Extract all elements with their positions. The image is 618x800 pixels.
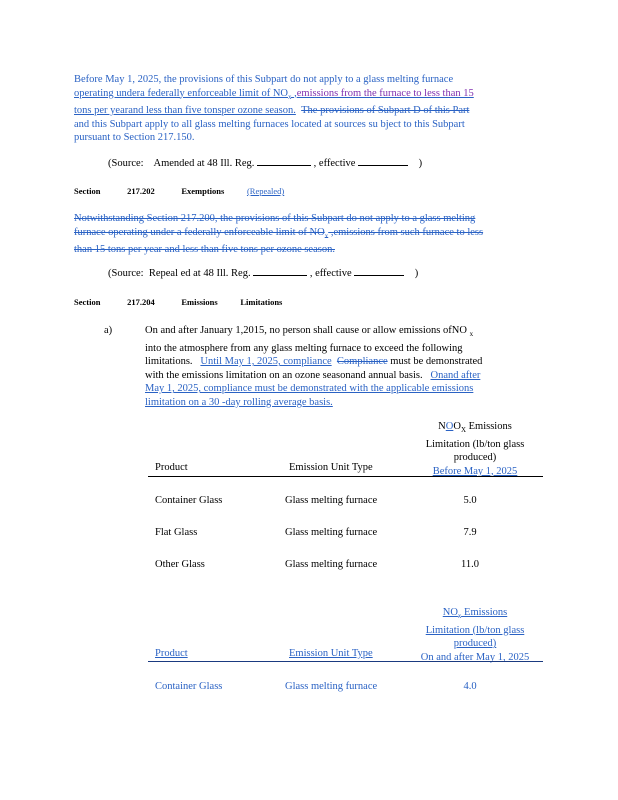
source-effective-label: , effective	[309, 268, 352, 279]
subpart-applicability-paragraph: Before May 1, 2025, the provisions of this Subpart do not apply to a glass melting furnace operating undera federally enforceable limit of $NO_x$ ,emissions from the furnace to less than 15 tons per yearand less than five tonsper ozone season. The provisions of Subpart D of this Part and this Subpart apply to all glass melting furnaces located at sources su bject to this Subpart pursuant to Section 217.150.	[74, 74, 474, 144]
table1-header-limitation: Limitation (lb/ton glass	[425, 438, 525, 450]
item-a-line6: limitation on a 30 -day rolling average basis.	[145, 396, 333, 408]
section-number: 217.204	[127, 297, 155, 307]
table1-col-product: Product	[155, 462, 188, 473]
para1-line2: operating undera federally enforceable limit of NO	[74, 87, 288, 99]
table2-header-rule	[148, 661, 543, 662]
section-217-204-heading	[74, 296, 282, 310]
item-a-line4: with the emissions limitation on an ozone seasonand annual basis.	[145, 369, 423, 381]
table2-col-product: Product	[155, 648, 188, 659]
para2-nox-subscript: x	[324, 231, 329, 240]
table1-row-unit: Glass melting furnace	[285, 495, 378, 506]
source-repealed-line	[108, 267, 418, 281]
table1-row-product: Container Glass	[155, 495, 223, 506]
item-a-line3: limitations.	[145, 356, 193, 368]
item-a-line3-tail: must be demonstrated	[390, 356, 483, 368]
table2-row-value: 4.0	[463, 681, 477, 692]
source-label: (Source:	[108, 158, 144, 169]
exemptions-deleted-paragraph: Notwithstanding Section 217.200, the provisions of this Subpart do not apply to a glass melting furnace operating under a federally enforceable limit of $NO_x$ ,emissions from such furnace to less than 15 tons per year and less than five tons per ozone season.	[74, 213, 484, 256]
repealed-marker: (Repealed)	[246, 186, 285, 196]
table2-col-unit-type: Emission Unit Type	[289, 648, 373, 659]
table1-nox-header	[405, 420, 545, 478]
nox-emissions-word: Emissions	[466, 421, 512, 432]
source-amended-line	[108, 157, 422, 171]
table2-header-after-date: On and after May 1, 2025	[420, 651, 530, 663]
para1-nox-subscript: x	[288, 92, 292, 101]
para2-line2-tail: emissions from such furnace to less	[333, 226, 484, 238]
nox-n: N	[438, 421, 446, 432]
nox-o-added: O	[445, 421, 454, 432]
para1-line5: pursuant to Section 217.150.	[74, 132, 195, 144]
para2-line1: Notwithstanding Section 217.200, the provisions of this Subpart do not apply to a glass melting	[74, 213, 476, 224]
para1-line2-tail: emissions from the furnace to less than 15	[296, 87, 474, 99]
item-a-line3-deleted: Compliance	[336, 356, 388, 368]
table2-header-limitation: Limitation (lb/ton glass	[425, 624, 525, 636]
section-label: Section	[74, 186, 101, 196]
table1-header-produced: produced)	[453, 452, 497, 464]
section-number: 217.202	[127, 186, 155, 196]
section-title: Emissions	[181, 297, 218, 307]
source-label: (Source:	[108, 268, 144, 279]
effective-date-blank	[358, 165, 408, 166]
source-amended-text: Amended at 48 Ill. Reg.	[153, 158, 255, 169]
para2-line2: furnace operating under a federally enforceable limit of NO	[74, 226, 325, 238]
table1-row-product: Flat Glass	[155, 527, 198, 538]
section-label: Section	[74, 297, 101, 307]
source-close-paren: )	[414, 268, 419, 279]
source-repealed-text: Repeal ed at 48 Ill. Reg.	[148, 268, 251, 279]
table2-row-product: Container Glass	[155, 681, 223, 692]
table1-header-rule	[148, 476, 543, 477]
table1-row-unit: Glass melting furnace	[285, 527, 378, 538]
source-effective-label: , effective	[313, 158, 356, 169]
nox-x: X	[460, 426, 467, 435]
section-217-202-heading	[74, 185, 284, 199]
item-a-line5: May 1, 2025, compliance must be demonstrated with the applicable emissions	[145, 383, 474, 395]
table2-nox-header	[405, 606, 545, 664]
item-a-line1: On and after January 1,2015, no person shall cause or allow emissions ofNO	[145, 325, 467, 336]
table1-col-unit-type: Emission Unit Type	[289, 462, 373, 473]
register-volume-blank	[257, 165, 311, 166]
effective-date-blank	[354, 275, 404, 276]
register-volume-blank	[253, 275, 307, 276]
para2-line3: than 15 tons per year and less than five tons per ozone season.	[74, 244, 335, 256]
para1-line3-added: tons per yearand less than five tonsper ozone season.	[74, 105, 296, 117]
nox-o: O	[453, 421, 461, 432]
table2-header-produced: produced)	[453, 638, 497, 650]
item-a-paragraph	[145, 324, 545, 409]
item-a-line4-added: Onand after	[430, 369, 481, 381]
item-a-line3-added: Until May 1, 2025, compliance	[200, 356, 332, 368]
nox-x: x	[457, 612, 462, 621]
item-a-line2: into the atmosphere from any glass melting furnace to exceed the following	[145, 342, 463, 354]
section-title-second: Limitations	[240, 297, 283, 307]
table1-row-product: Other Glass	[155, 559, 205, 570]
nox-label: NO	[442, 607, 458, 618]
table1-row-value: 11.0	[461, 559, 479, 570]
source-close-paren: )	[418, 158, 423, 169]
item-a-nox-subscript: x	[469, 330, 474, 339]
section-title: Exemptions	[181, 186, 225, 196]
nox-emissions-word: Emissions	[461, 607, 508, 618]
para1-line3-deleted: The provisions of Subpart D of this Part	[301, 105, 470, 117]
item-a-marker: a)	[104, 325, 113, 336]
para1-line1: Before May 1, 2025, the provisions of this Subpart do not apply to a glass melting furnace	[74, 74, 454, 85]
para1-line4: and this Subpart apply to all glass melting furnaces located at sources su bject to this Subpart	[74, 118, 465, 130]
table1-row-value: 5.0	[463, 495, 477, 506]
table1-header-before-date: Before May 1, 2025	[432, 465, 518, 477]
table2-row-unit: Glass melting furnace	[285, 681, 378, 692]
table1-row-unit: Glass melting furnace	[285, 559, 378, 570]
table1-row-value: 7.9	[463, 527, 477, 538]
